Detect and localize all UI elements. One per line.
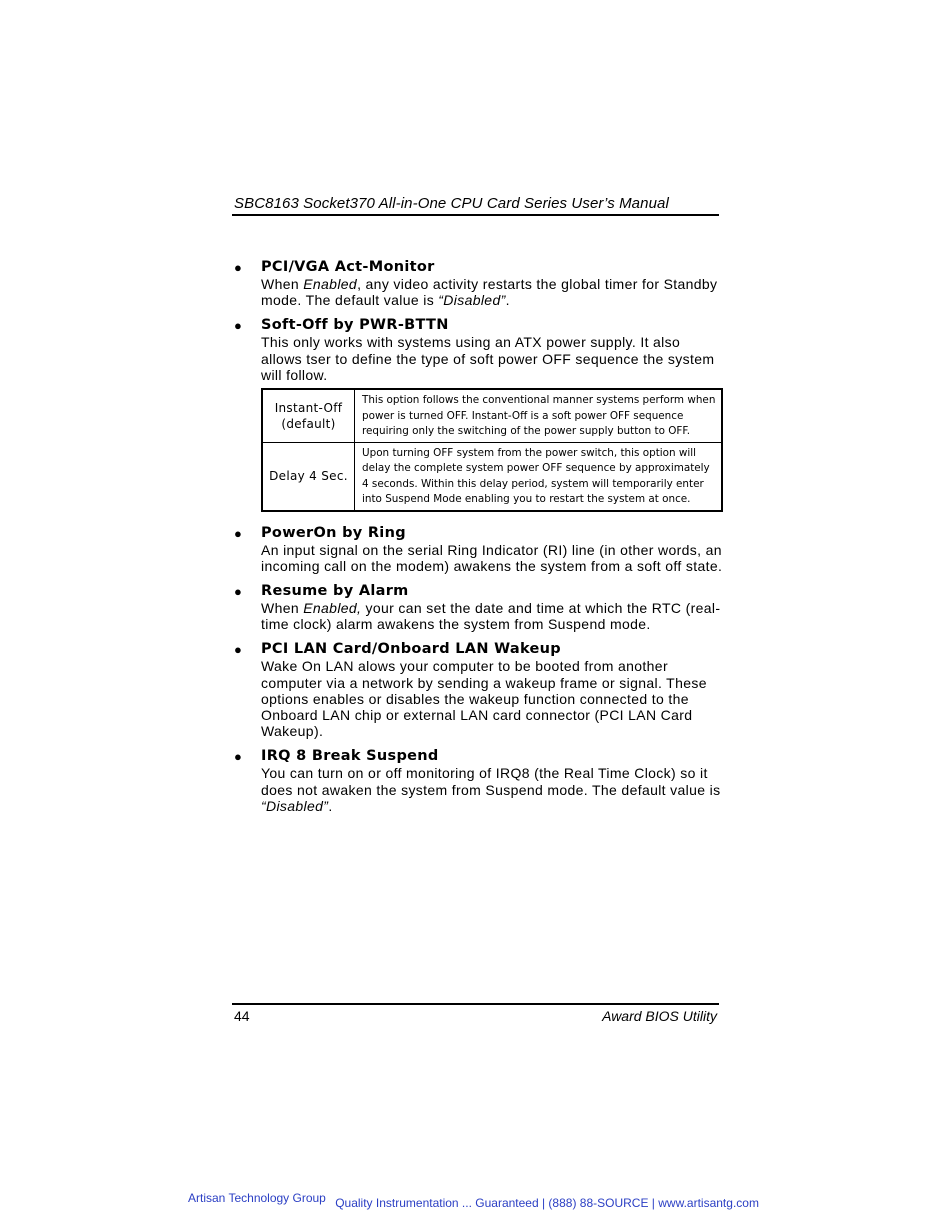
table-cell-option-name: Delay 4 Sec. — [262, 442, 355, 511]
bullet-icon: ● — [234, 642, 242, 658]
running-header: SBC8163 Socket370 All-in-One CPU Card Series User’s Manual — [234, 195, 669, 212]
option-soft-off-by-pwr-bttn — [234, 316, 724, 511]
table-cell-option-description: Upon turning OFF system from the power switch, this option will delay the complete system power OFF sequence by approximately 4 seconds. Within this delay period, system will temporarily enter into Suspend Mode enabling you to restart the system at once. — [355, 442, 723, 511]
option-title: PCI LAN Card/Onboard LAN Wakeup — [261, 641, 561, 658]
option-title: PowerOn by Ring — [261, 524, 406, 541]
vendor-name: Artisan Technology Group — [188, 1191, 326, 1205]
option-description: Wake On LAN alows your computer to be booted from another computer via a network by sending a wakeup frame or signal. These options enables or disables the wakeup function connected to the Onboard LAN chip or external LAN card connector (PCI LAN Card Wakeup). — [261, 658, 707, 740]
table-cell-option-name: Instant-Off (default) — [262, 389, 355, 442]
table-cell-option-description: This option follows the conventional manner systems perform when power is turned OFF. Instant-Off is a soft power OFF sequence requiring only the switching of the power supply button to OFF. — [355, 389, 723, 442]
section-name: Award BIOS Utility — [602, 1008, 717, 1024]
bullet-icon: ● — [234, 260, 242, 275]
option-description: When Enabled, your can set the date and time at which the RTC (real-time clock) alarm awakens the system from Suspend mode. — [261, 599, 721, 633]
option-title: Resume by Alarm — [261, 582, 409, 599]
vendor-footer — [188, 1191, 759, 1210]
bullet-icon: ● — [234, 583, 242, 599]
table-row — [262, 442, 722, 511]
bullet-icon: ● — [234, 318, 242, 334]
page-number: 44 — [234, 1008, 250, 1024]
option-title: PCI/VGA Act-Monitor — [261, 259, 435, 275]
option-irq8-break-suspend — [234, 747, 724, 814]
option-description: An input signal on the serial Ring Indicator (RI) line (in other words, an incoming call on the modem) awakens the system from a soft off state. — [261, 541, 723, 574]
option-description: When Enabled, any video activity restarts the global timer for Standby mode. The default value is “Disabled”. — [261, 276, 718, 309]
option-description: This only works with systems using an ATX power supply. It also allows tser to define the type of soft power OFF sequence the system will follow. — [261, 334, 715, 383]
option-poweron-by-ring — [234, 524, 724, 574]
bullet-icon: ● — [234, 525, 242, 541]
footer-divider — [232, 1003, 719, 1005]
table-row — [262, 389, 722, 442]
option-title: Soft-Off by PWR-BTTN — [261, 317, 449, 334]
option-pci-vga-act-monitor — [234, 258, 724, 308]
soft-off-options-table — [261, 388, 723, 512]
option-description: You can turn on or off monitoring of IRQ8 (the Real Time Clock) so it does not awaken the system from Suspend mode. The default value is “Disabled”. — [261, 765, 721, 814]
option-pci-lan-wakeup — [234, 640, 724, 739]
header-divider — [232, 214, 719, 216]
bullet-icon: ● — [234, 749, 242, 765]
option-list — [234, 258, 724, 822]
vendor-tagline-link[interactable]: Quality Instrumentation ... Guaranteed | (888) 88-SOURCE | www.artisantg.com — [335, 1196, 759, 1210]
option-resume-by-alarm — [234, 582, 724, 632]
option-title: IRQ 8 Break Suspend — [261, 748, 439, 765]
